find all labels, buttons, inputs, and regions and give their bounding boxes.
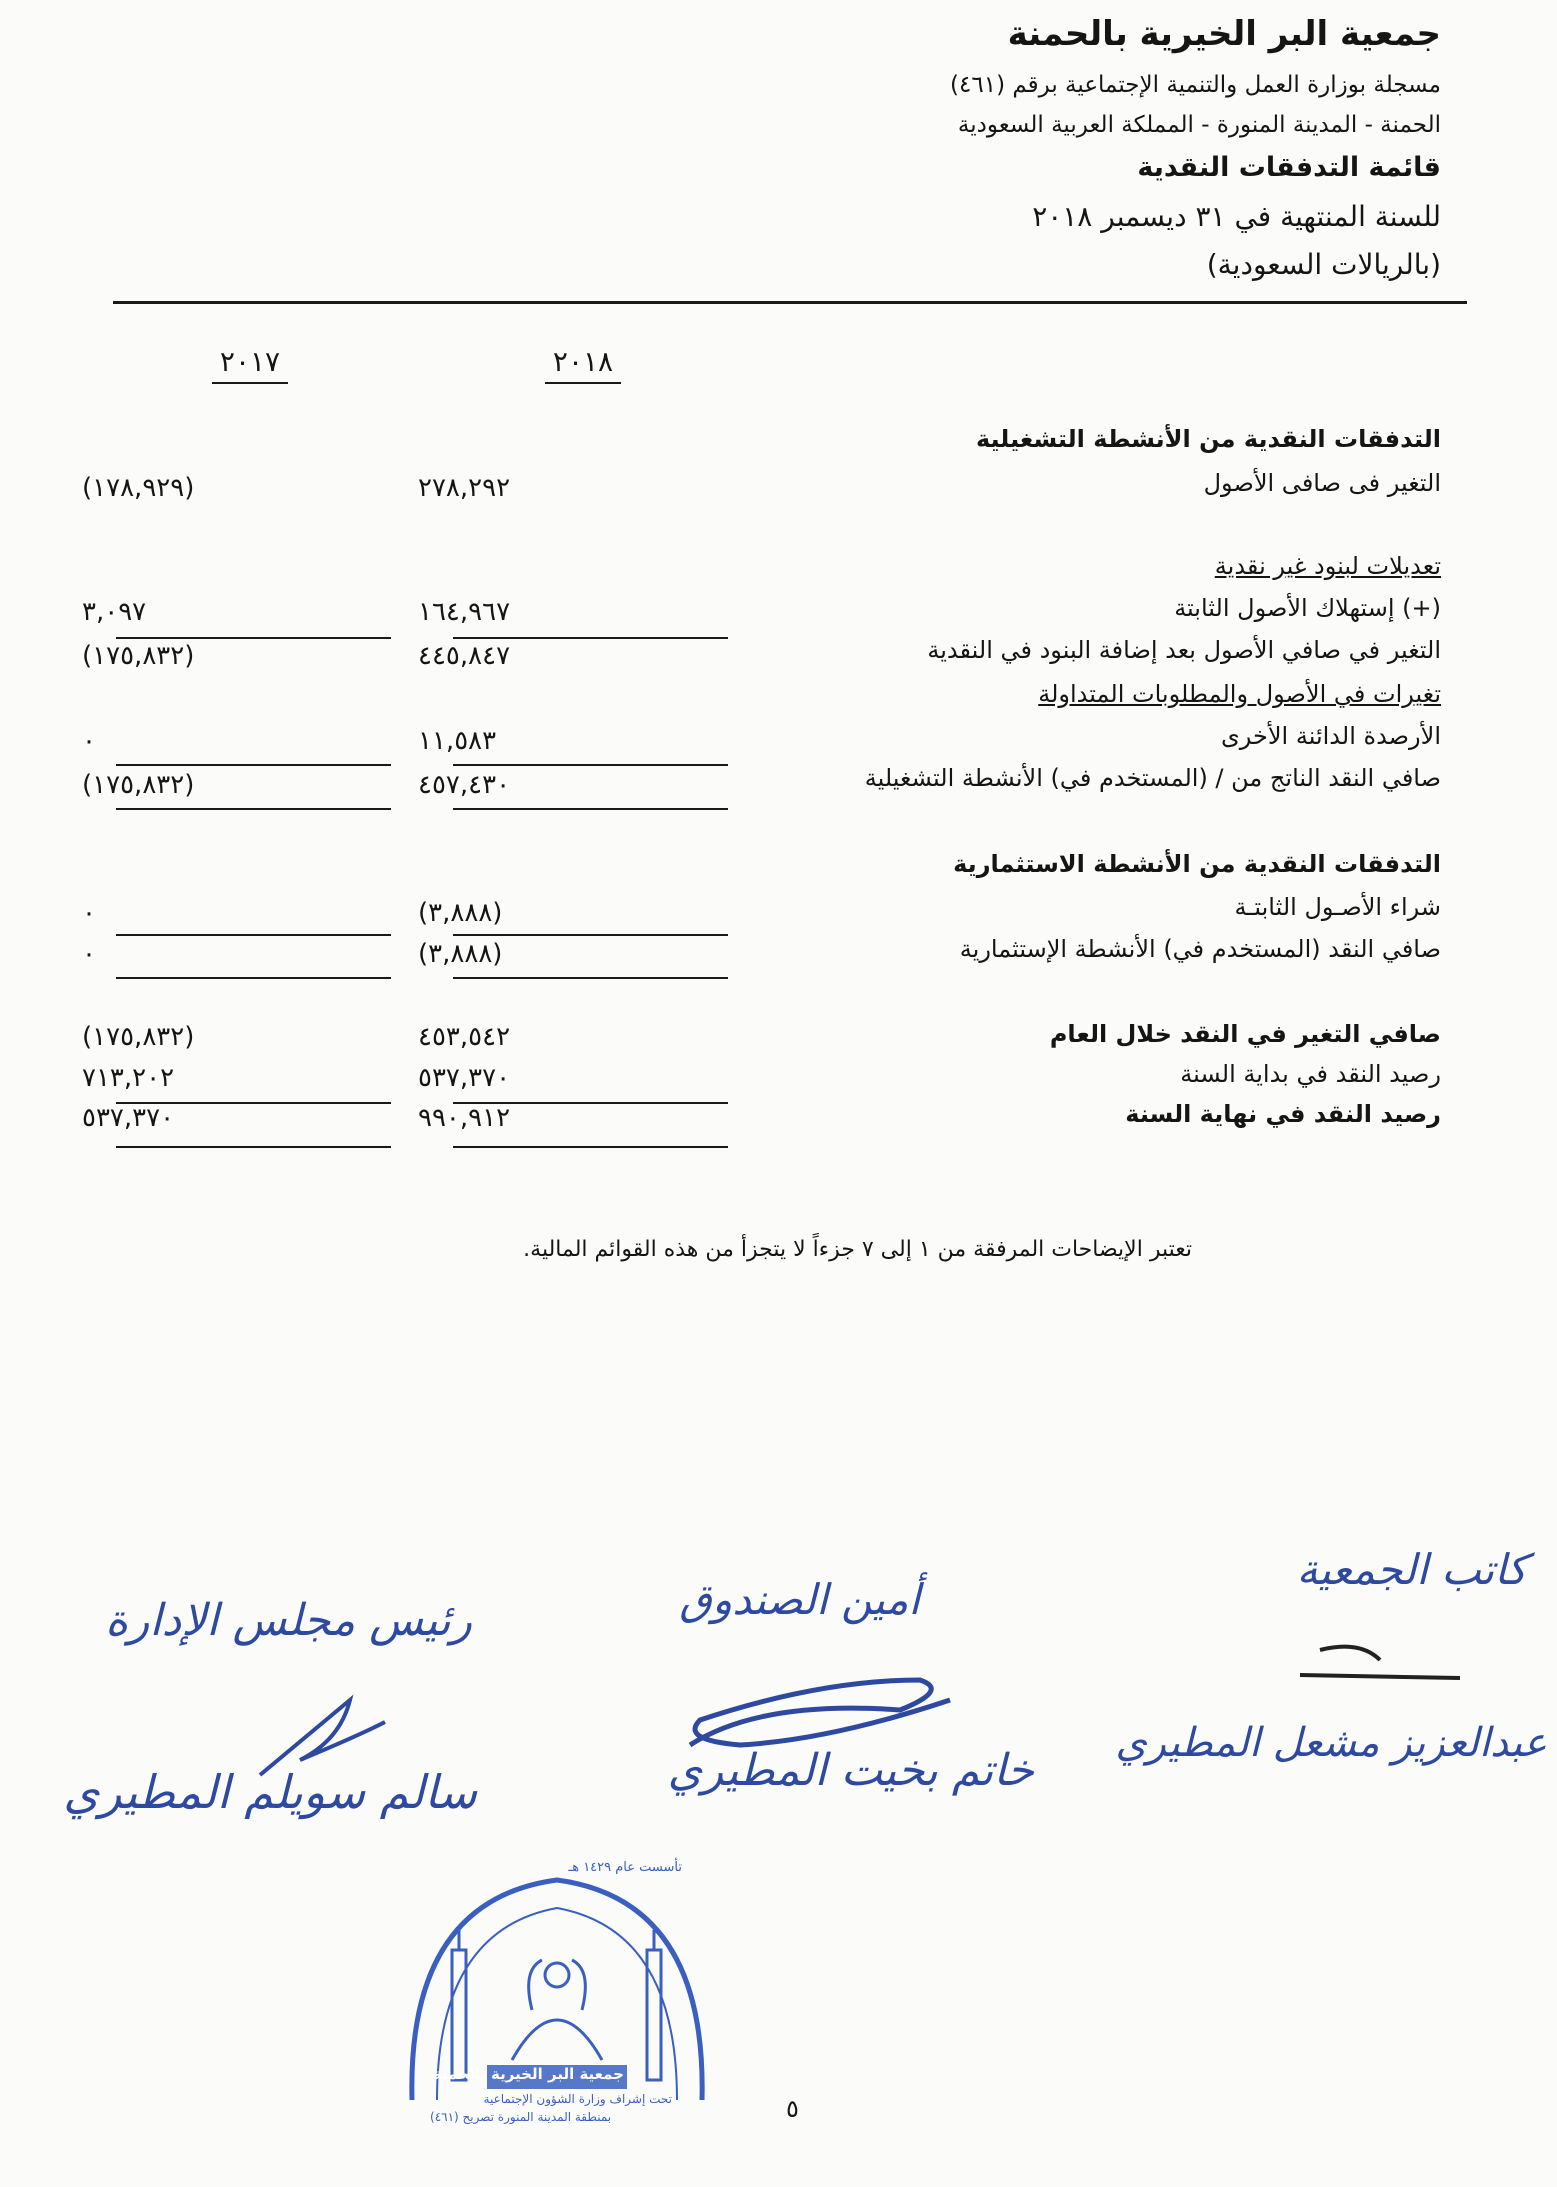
subtotal-rule-2018 [453, 637, 728, 639]
column-header-2018: ٢٠١٨ [552, 345, 614, 378]
column-header-2017: ٢٠١٧ [219, 345, 281, 378]
operating-rule-2018 [453, 764, 728, 766]
ppe-purchase-2018: (٣,٨٨٨) [418, 898, 503, 928]
investing-total-rule-2017 [116, 977, 391, 979]
org-name: جمعية البر الخيرية بالحمنة [1007, 14, 1441, 54]
net-operating-2017: (١٧٥,٨٣٢) [82, 770, 195, 800]
closing-cash-label: رصيد النقد في نهاية السنة [1125, 1100, 1441, 1128]
period-line: للسنة المنتهية في ٣١ ديسمبر ٢٠١٨ [1032, 200, 1441, 233]
net-change-label: صافي التغير في النقد خلال العام [1049, 1020, 1441, 1048]
opening-cash-2017: ٧١٣,٢٠٢ [82, 1063, 175, 1093]
treasurer-name-signature: خاتم بخيت المطيري [667, 1745, 1034, 1796]
depreciation-label: (+) إستهلاك الأصول الثابتة [1174, 594, 1441, 622]
operating-rule-2017 [116, 764, 391, 766]
net-investing-label: صافي النقد (المستخدم في) الأنشطة الإستثمارية [959, 935, 1441, 963]
chairman-scribble [260, 1700, 385, 1775]
investing-rule-2018 [453, 934, 728, 936]
page-number: ٥ [786, 2095, 799, 2123]
operating-total-rule-2018 [453, 808, 728, 810]
operating-heading: التدفقات النقدية من الأنشطة التشغيلية [975, 425, 1441, 453]
net-assets-change-label: التغير فى صافى الأصول [1203, 469, 1441, 497]
working-capital-heading: تغيرات في الأصول والمطلوبات المتداولة [1038, 680, 1441, 708]
depreciation-2017: ٣,٠٩٧ [82, 597, 147, 627]
header-rule [113, 301, 1467, 304]
location-line: الحمنة - المدينة المنورة - المملكة العربية السعودية [957, 112, 1441, 138]
net-assets-change-2018: ٢٧٨,٢٩٢ [418, 473, 511, 503]
currency-line: (بالريالات السعودية) [1206, 248, 1441, 281]
column-header-2018-underline [545, 382, 621, 384]
statement-title: قائمة التدفقات النقدية [1137, 152, 1441, 183]
net-investing-2017: ٠ [82, 939, 96, 969]
investing-total-rule-2018 [453, 977, 728, 979]
after-noncash-label: التغير في صافي الأصول بعد إضافة البنود في النقدية [927, 636, 1441, 664]
subtotal-rule-2017 [116, 637, 391, 639]
treasurer-title-signature: أمين الصندوق [679, 1575, 920, 1624]
net-change-2017: (١٧٥,٨٣٢) [82, 1022, 195, 1052]
other-payables-2018: ١١,٥٨٣ [418, 726, 497, 756]
secretary-title-signature: كاتب الجمعية [1296, 1545, 1527, 1594]
net-investing-2018: (٣,٨٨٨) [418, 939, 503, 969]
after-noncash-2017: (١٧٥,٨٣٢) [82, 641, 195, 671]
net-change-2018: ٤٥٣,٥٤٢ [418, 1022, 511, 1052]
depreciation-2018: ١٦٤,٩٦٧ [418, 597, 511, 627]
other-payables-label: الأرصدة الدائنة الأخرى [1220, 722, 1441, 750]
operating-total-rule-2017 [116, 808, 391, 810]
after-noncash-2018: ٤٤٥,٨٤٧ [418, 641, 511, 671]
net-operating-2018: ٤٥٧,٤٣٠ [418, 770, 511, 800]
stamp-line-2: بمنطقة المدينة المنورة تصريح (٤٦١) [430, 2110, 612, 2124]
stamp-top-text: تأسست عام ١٤٢٩ هـ [568, 1860, 682, 1875]
investing-heading: التدفقات النقدية من الأنشطة الاستثمارية [953, 850, 1441, 878]
column-header-2017-underline [212, 382, 288, 384]
association-stamp [392, 1860, 722, 2110]
chairman-title-signature: رئيس مجلس الإدارة [105, 1595, 472, 1646]
net-operating-label: صافي النقد الناتج من / (المستخدم في) الأنشطة التشغيلية [864, 764, 1441, 792]
secretary-scribble [1300, 1647, 1460, 1678]
ppe-purchase-label: شراء الأصـول الثابتـة [1234, 893, 1441, 921]
registration-line: مسجلة بوزارة العمل والتنمية الإجتماعية برقم (٤٦١) [950, 72, 1441, 98]
stamp-line-1: تحت إشراف وزارة الشؤون الإجتماعية [483, 2092, 672, 2106]
net-assets-change-2017: (١٧٨,٩٢٩) [82, 473, 195, 503]
other-payables-2017: ٠ [82, 726, 96, 756]
closing-rule-2017 [116, 1146, 391, 1148]
closing-rule-2018 [453, 1146, 728, 1148]
closing-cash-2017: ٥٣٧,٣٧٠ [82, 1103, 175, 1133]
opening-cash-2018: ٥٣٧,٣٧٠ [418, 1063, 511, 1093]
stamp-name: جمعية البر الخيرية بالحمنة [432, 2065, 624, 2083]
closing-cash-2018: ٩٩٠,٩١٢ [418, 1103, 511, 1133]
noncash-heading: تعديلات لبنود غير نقدية [1214, 552, 1441, 580]
chairman-name-signature: سالم سويلم المطيري [63, 1765, 477, 1819]
footnote: تعتبر الإيضاحات المرفقة من ١ إلى ٧ جزءاً لا يتجزأ من هذه القوائم المالية. [523, 1237, 1192, 1262]
ppe-purchase-2017: ٠ [82, 898, 96, 928]
secretary-name-signature: عبدالعزيز مشعل المطيري [1115, 1720, 1547, 1766]
investing-rule-2017 [116, 934, 391, 936]
opening-cash-label: رصيد النقد في بداية السنة [1180, 1060, 1441, 1088]
treasurer-scribble [690, 1680, 950, 1745]
